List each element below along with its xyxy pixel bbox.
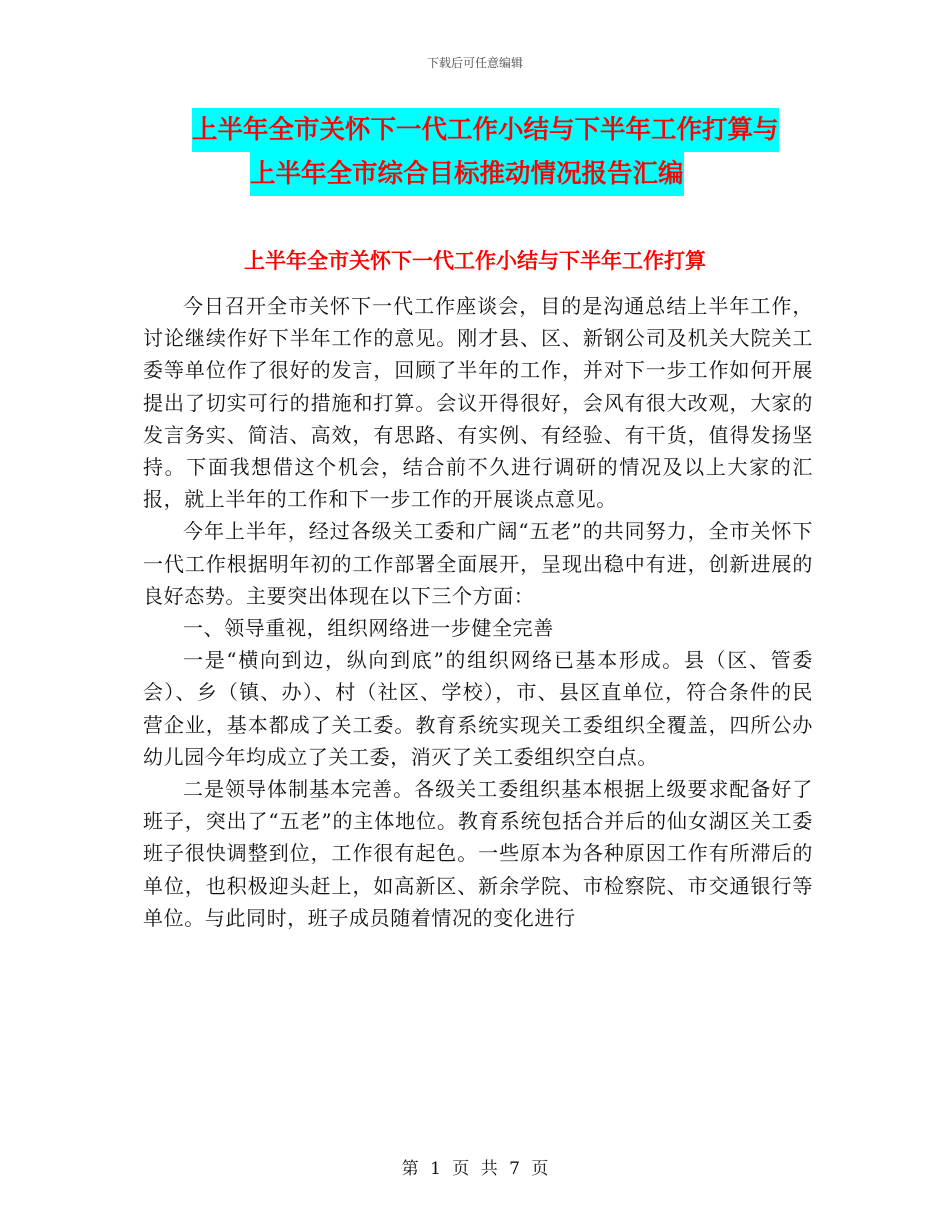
- page-number-footer: 第 1 页 共 7 页: [401, 1159, 549, 1179]
- document-main-title: [192, 108, 812, 196]
- paragraph-5: 二是领导体制基本完善。各级关工委组织基本根据上级要求配备好了班子，突出了“五老”的主体地位。教育系统包括合并后的仙女湖区关工委班子很快调整到位，工作很有起色。一些原本为各种原因工作有所滞后的单位，也积极迎头赶上，如高新区、新余学院、市检察院、市交通银行等单位。与此同时，班子成员随着情况的变化进行: [143, 777, 813, 930]
- document-body: [143, 290, 813, 934]
- header-note: 下载后可任意编辑: [426, 56, 523, 70]
- section-title: 上半年全市关怀下一代工作小结与下半年工作打算: [244, 249, 706, 273]
- paragraph-3-heading: 一、领导重视，组织网络进一步健全完善: [183, 616, 554, 641]
- paragraph-2: 今年上半年，经过各级关工委和广阔“五老”的共同努力，全市关怀下一代工作根据明年初的工作部署全面展开，呈现出稳中有进，创新进展的良好态势。主要突出体现在以下三个方面：: [143, 519, 813, 608]
- main-title-line-2: 上半年全市综合目标推动情况报告汇编: [250, 152, 684, 196]
- paragraph-1: 今日召开全市关怀下一代工作座谈会，目的是沟通总结上半年工作，讨论继续作好下半年工作的意见。刚才县、区、新钢公司及机关大院关工委等单位作了很好的发言，回顾了半年的工作，并对下一步工作如何开展提出了切实可行的措施和打算。会议开得很好，会风有很大改观，大家的发言务实、简洁、高效，有思路、有实例、有经验、有干货，值得发扬坚持。下面我想借这个机会，结合前不久进行调研的情况及以上大家的汇报，就上半年的工作和下一步工作的开展谈点意见。: [143, 294, 813, 512]
- main-title-line-1: 上半年全市关怀下一代工作小结与下半年工作打算与: [192, 108, 779, 152]
- paragraph-4: 一是“横向到边，纵向到底”的组织网络已基本形成。县（区、管委会）、乡（镇、办）、村（社区、学校），市、县区直单位，符合条件的民营企业，基本都成了关工委。教育系统实现关工委组织全覆盖，四所公办幼儿园今年均成立了关工委，消灭了关工委组织空白点。: [143, 648, 813, 769]
